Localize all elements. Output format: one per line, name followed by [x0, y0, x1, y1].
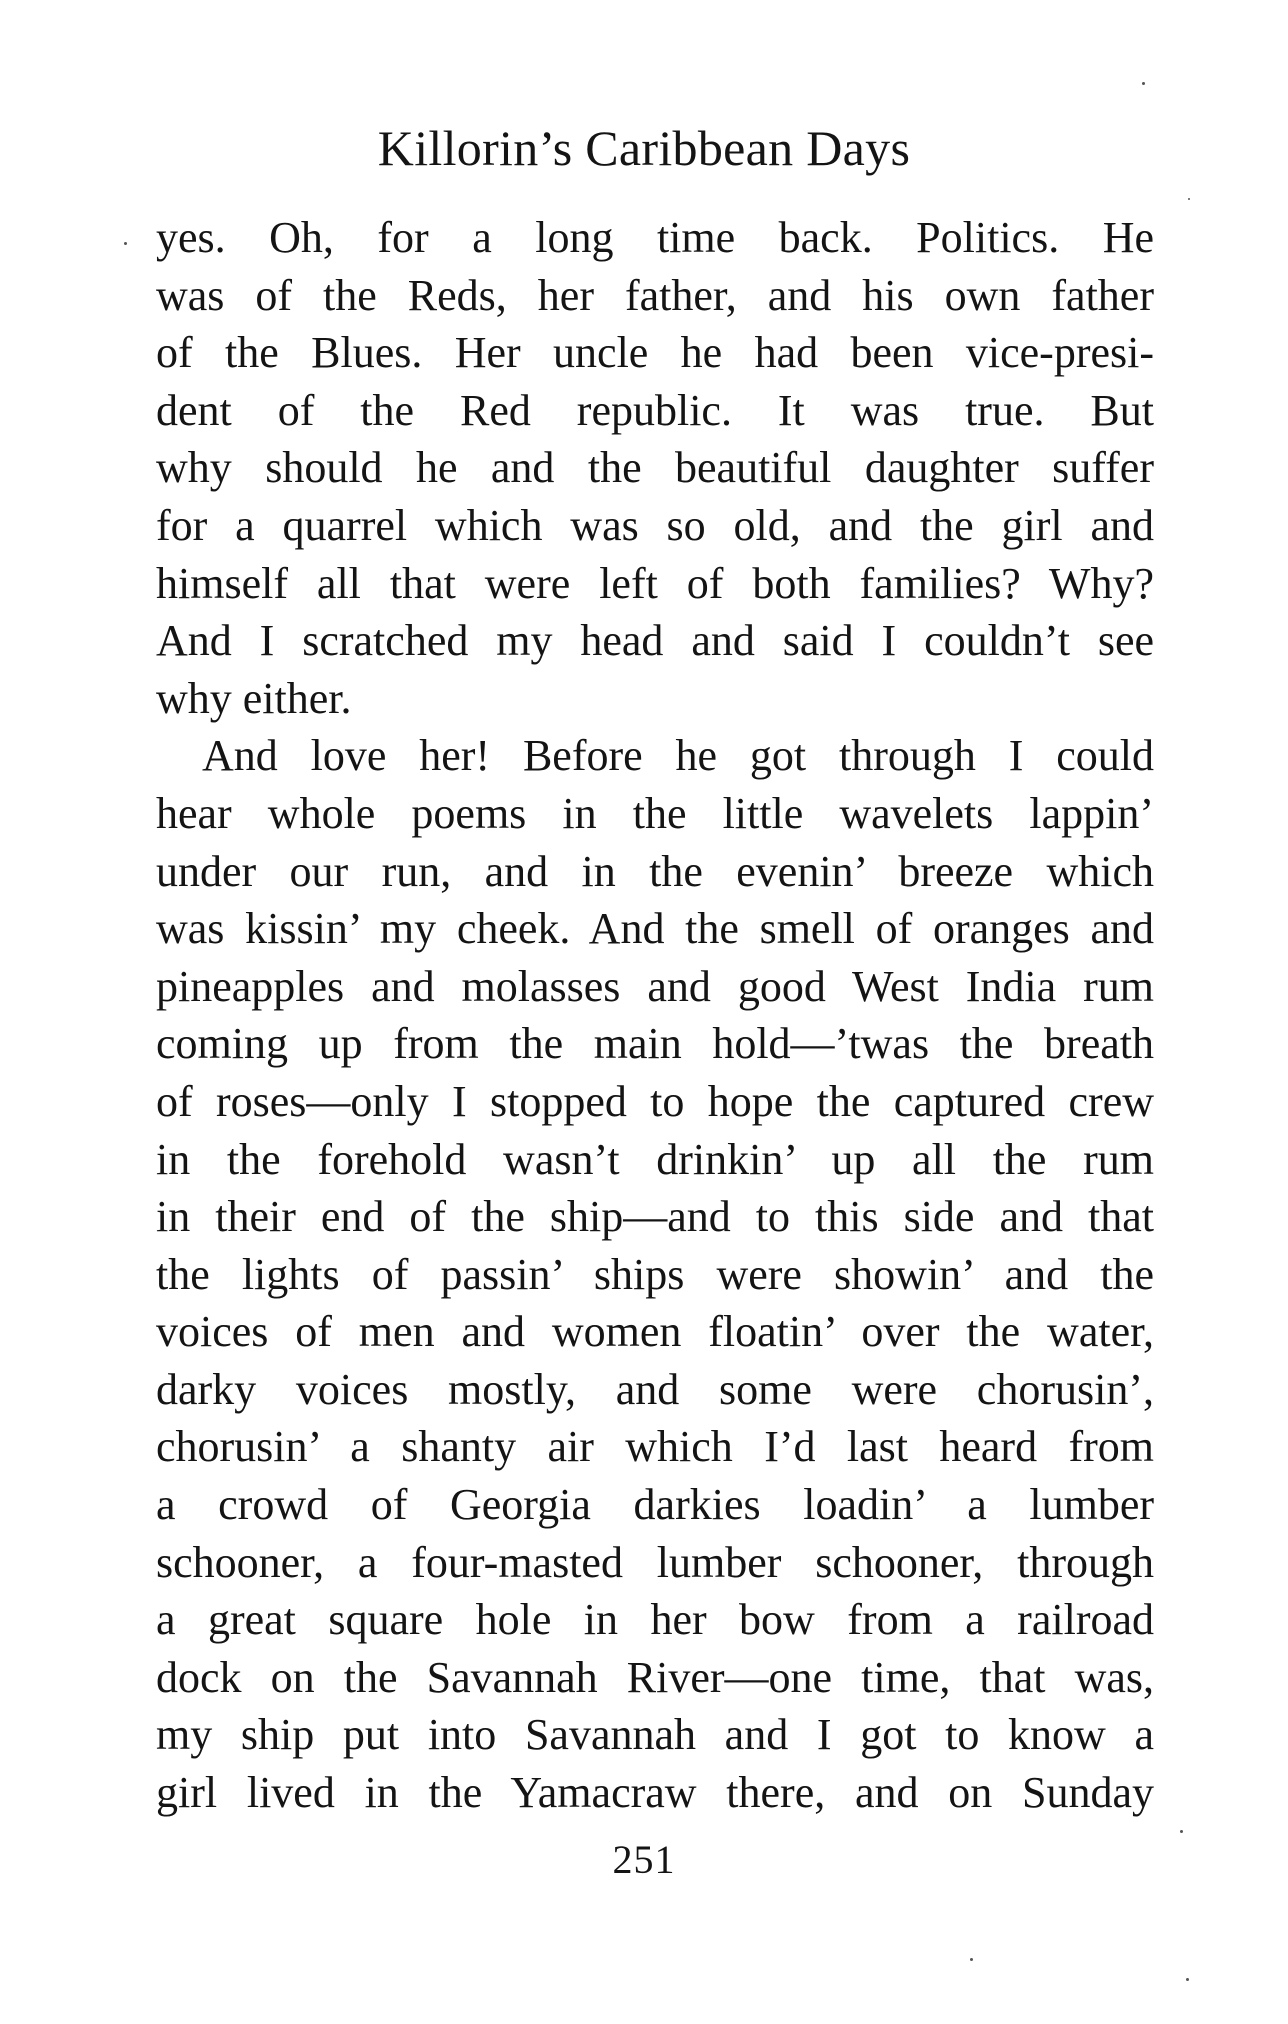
text-line: pineapples and molasses and good West India rum: [156, 961, 1154, 1011]
text-line: was kissin’ my cheek. And the smell of oranges and: [156, 904, 1154, 954]
paragraph-2: [156, 727, 1154, 1821]
text-line: was of the Reds, her father, and his own father: [156, 270, 1154, 320]
text-line: for a quarrel which was so old, and the girl and: [156, 500, 1154, 550]
text-line: dent of the Red republic. It was true. But: [156, 385, 1154, 435]
text-line: schooner, a four-masted lumber schooner, through: [156, 1537, 1154, 1587]
paragraph-1: [156, 209, 1154, 727]
text-line: why either.: [156, 673, 352, 723]
text-line: voices of men and women floatin’ over the water,: [156, 1307, 1154, 1357]
text-line: a great square hole in her bow from a railroad: [156, 1595, 1154, 1645]
scan-speck: [1180, 1830, 1183, 1833]
running-head-title: Killorin’s Caribbean Days: [377, 120, 911, 176]
scan-speck: [970, 1958, 973, 1961]
text-line: in their end of the ship—and to this side and that: [156, 1192, 1154, 1242]
text-line: of the Blues. Her uncle he had been vice-presi-: [156, 328, 1154, 378]
text-line: And I scratched my head and said I couldn’t see: [156, 616, 1154, 666]
scan-speck: [124, 242, 127, 245]
text-line: himself all that were left of both families? Why?: [156, 558, 1154, 608]
scan-speck: [1142, 82, 1145, 85]
text-line: dock on the Savannah River—one time, that was,: [156, 1652, 1154, 1702]
scan-speck: [1186, 1978, 1189, 1981]
text-line: chorusin’ a shanty air which I’d last heard from: [156, 1422, 1154, 1472]
text-line: coming up from the main hold—’twas the breath: [156, 1019, 1154, 1069]
text-line: in the forehold wasn’t drinkin’ up all the rum: [156, 1134, 1154, 1184]
text-line: my ship put into Savannah and I got to know a: [156, 1710, 1154, 1760]
text-line: under our run, and in the evenin’ breeze which: [156, 846, 1154, 896]
text-line: darky voices mostly, and some were chorusin’,: [156, 1364, 1154, 1414]
text-line: yes. Oh, for a long time back. Politics. He: [156, 213, 1154, 262]
page-number: 251: [612, 1837, 676, 1882]
text-line: the lights of passin’ ships were showin’ and the: [156, 1249, 1154, 1299]
text-line: hear whole poems in the little wavelets lappin’: [156, 788, 1154, 838]
scan-speck: [1188, 198, 1190, 200]
text-line: a crowd of Georgia darkies loadin’ a lumber: [156, 1480, 1154, 1530]
text-line: of roses—only I stopped to hope the captured crew: [156, 1076, 1154, 1126]
text-line: And love her! Before he got through I could: [202, 731, 1154, 781]
text-line: why should he and the beautiful daughter suffer: [156, 443, 1154, 493]
text-line: girl lived in the Yamacraw there, and on Sunday: [156, 1768, 1154, 1818]
body-text: [156, 209, 1154, 1822]
